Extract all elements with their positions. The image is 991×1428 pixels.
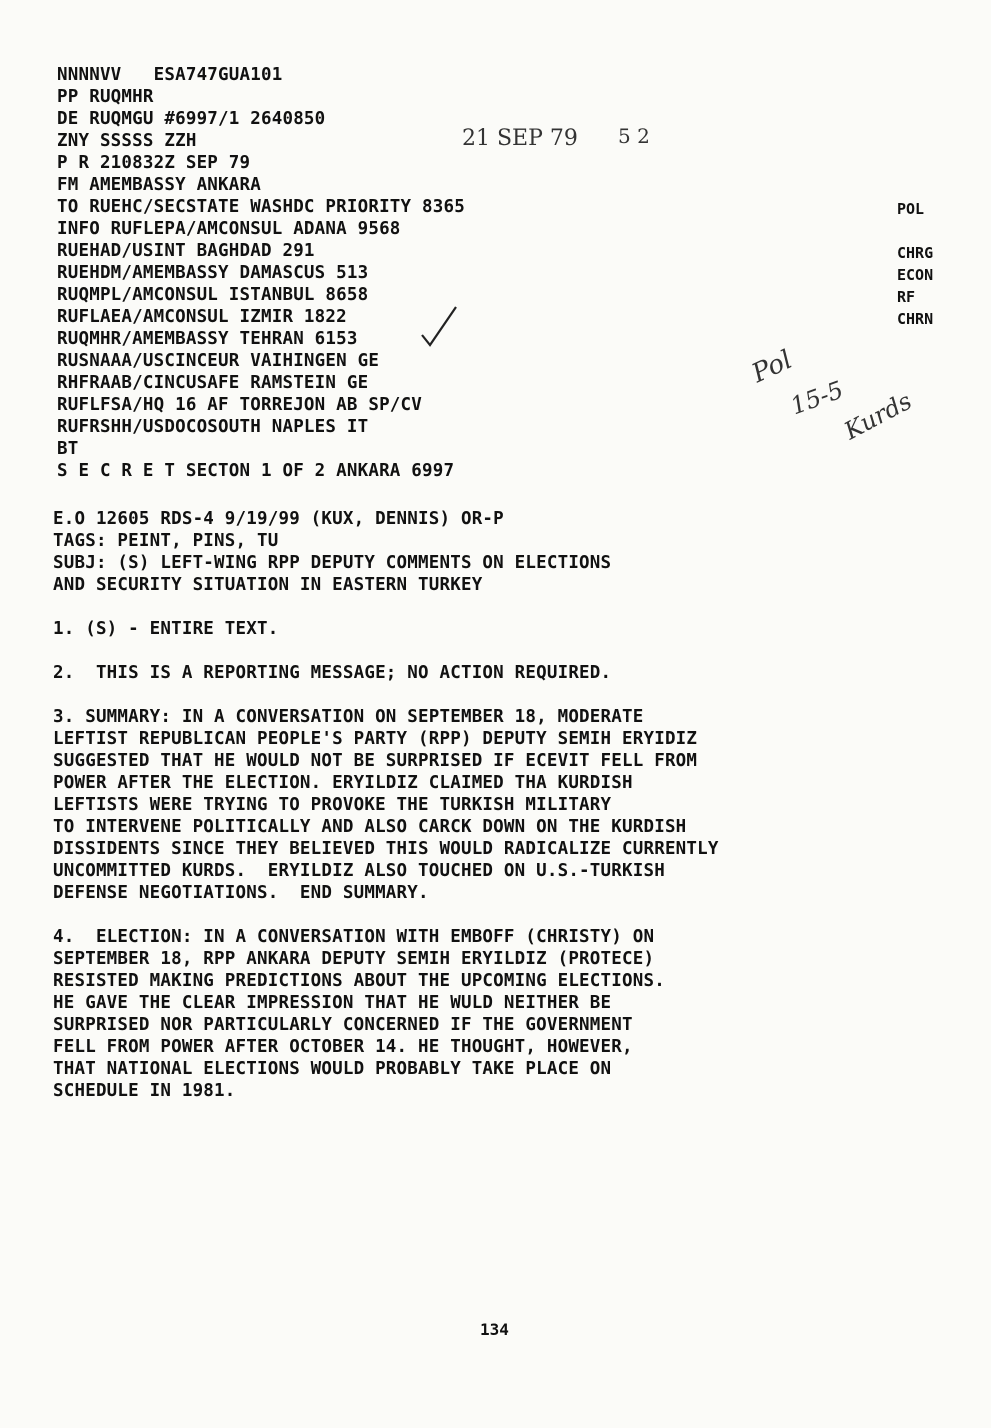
routing-code: CHRG <box>897 244 934 262</box>
header-line: RUEHAD/USINT BAGHDAD 291 <box>57 241 315 261</box>
header-line: RUFRSHH/USDOCOSOUTH NAPLES IT <box>57 417 369 437</box>
header-line: RUFLFSA/HQ 16 AF TORREJON AB SP/CV <box>57 395 423 415</box>
header-line: P R 210832Z SEP 79 <box>57 153 251 173</box>
paragraph-2: 2. THIS IS A REPORTING MESSAGE; NO ACTION REQUIRED. <box>53 663 612 683</box>
paragraph-1: 1. (S) - ENTIRE TEXT. <box>53 619 279 639</box>
text-line: POWER AFTER THE ELECTION. ERYILDIZ CLAIMED THA KURDISH <box>53 773 633 793</box>
handwritten-note: 15-5 <box>786 375 848 421</box>
routing-code: CHRN <box>897 310 934 328</box>
text-line: RESISTED MAKING PREDICTIONS ABOUT THE UPCOMING ELECTIONS. <box>53 971 665 991</box>
header-line: RUSNAAA/USCINCEUR VAIHINGEN GE <box>57 351 380 371</box>
classification-line: S E C R E T SECTON 1 OF 2 ANKARA 6997 <box>57 461 455 481</box>
eo-line: E.O 12605 RDS-4 9/19/99 (KUX, DENNIS) OR-P <box>53 509 504 529</box>
text-line: TO INTERVENE POLITICALLY AND ALSO CARCK DOWN ON THE KURDISH <box>53 817 687 837</box>
tags-line: TAGS: PEINT, PINS, TU <box>53 531 279 551</box>
handwritten-note: Kurds <box>839 386 917 446</box>
text-line: LEFTISTS WERE TRYING TO PROVOKE THE TURKISH MILITARY <box>53 795 612 815</box>
page-number: 134 <box>480 1320 509 1339</box>
header-line: PP RUQMHR <box>57 87 154 107</box>
header-line: RUQMPL/AMCONSUL ISTANBUL 8658 <box>57 285 369 305</box>
check-mark-icon <box>420 305 460 350</box>
text-line: DEFENSE NEGOTIATIONS. END SUMMARY. <box>53 883 429 903</box>
header-line: RUEHDM/AMEMBASSY DAMASCUS 513 <box>57 263 369 283</box>
header-line: DE RUQMGU #6997/1 2640850 <box>57 109 326 129</box>
text-line: SUGGESTED THAT HE WOULD NOT BE SURPRISED IF ECEVIT FELL FROM <box>53 751 698 771</box>
text-line: 4. ELECTION: IN A CONVERSATION WITH EMBOFF (CHRISTY) ON <box>53 927 655 947</box>
text-line: 3. SUMMARY: IN A CONVERSATION ON SEPTEMBER 18, MODERATE <box>53 707 644 727</box>
header-line: NNNNVV ESA747GUA101 <box>57 65 283 85</box>
text-line: SURPRISED NOR PARTICULARLY CONCERNED IF THE GOVERNMENT <box>53 1015 633 1035</box>
header-line: RUFLAEA/AMCONSUL IZMIR 1822 <box>57 307 347 327</box>
header-line: ZNY SSSSS ZZH <box>57 131 197 151</box>
header-line: RUQMHR/AMEMBASSY TEHRAN 6153 <box>57 329 358 349</box>
date-stamp: 21 SEP 79 <box>462 126 578 151</box>
header-line: INFO RUFLEPA/AMCONSUL ADANA 9568 <box>57 219 401 239</box>
header-line: BT <box>57 439 79 459</box>
text-line: DISSIDENTS SINCE THEY BELIEVED THIS WOULD RADICALIZE CURRENTLY <box>53 839 719 859</box>
text-line: LEFTIST REPUBLICAN PEOPLE'S PARTY (RPP) DEPUTY SEMIH ERYIDIZ <box>53 729 698 749</box>
text-line: SEPTEMBER 18, RPP ANKARA DEPUTY SEMIH ERYILDIZ (PROTECE) <box>53 949 655 969</box>
subject-line: AND SECURITY SITUATION IN EASTERN TURKEY <box>53 575 483 595</box>
routing-code: RF <box>897 288 916 306</box>
text-line: HE GAVE THE CLEAR IMPRESSION THAT HE WULD NEITHER BE <box>53 993 612 1013</box>
text-line: UNCOMMITTED KURDS. ERYILDIZ ALSO TOUCHED ON U.S.-TURKISH <box>53 861 665 881</box>
header-line: FM AMEMBASSY ANKARA <box>57 175 261 195</box>
text-line: SCHEDULE IN 1981. <box>53 1081 236 1101</box>
routing-code: POL <box>897 200 925 218</box>
subject-line: SUBJ: (S) LEFT-WING RPP DEPUTY COMMENTS ON ELECTIONS <box>53 553 612 573</box>
routing-code: ECON <box>897 266 934 284</box>
text-line: THAT NATIONAL ELECTIONS WOULD PROBABLY TAKE PLACE ON <box>53 1059 612 1079</box>
text-line: FELL FROM POWER AFTER OCTOBER 14. HE THOUGHT, HOWEVER, <box>53 1037 633 1057</box>
header-line: RHFRAAB/CINCUSAFE RAMSTEIN GE <box>57 373 369 393</box>
stamp-code: 5 2 <box>618 124 650 148</box>
handwritten-note: Pol <box>747 344 797 390</box>
header-line: TO RUEHC/SECSTATE WASHDC PRIORITY 8365 <box>57 197 465 217</box>
